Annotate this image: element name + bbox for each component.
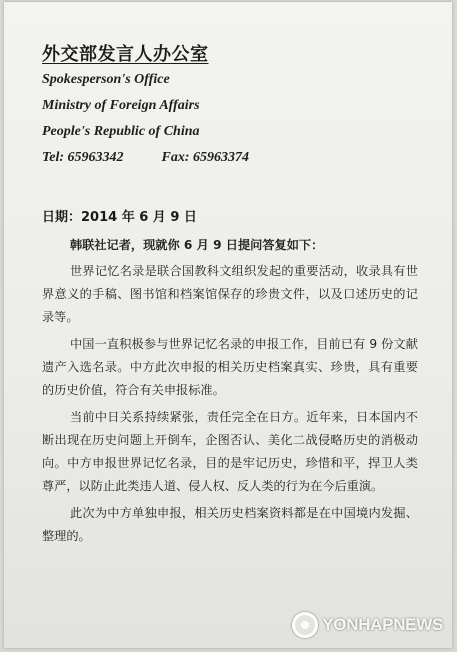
- ministry-name-en: Ministry of Foreign Affairs: [42, 98, 200, 113]
- document-page: [4, 2, 452, 648]
- paragraph-4: 此次为中方单独申报，相关历史档案资料都是在中国境内发掘、整理的。: [42, 506, 418, 543]
- office-title-cn: 外交部发言人办公室: [42, 44, 209, 65]
- office-title-en: Spokesperson's Office: [42, 72, 170, 87]
- country-name-en: People's Republic of China: [42, 124, 200, 139]
- document-date: 日期：2014 年 6 月 9 日: [42, 210, 197, 225]
- paragraph-2: 中国一直积极参与世界记忆名录的申报工作，目前已有 9 份文献遗产入选名录。中方此次申报的相关历史档案真实、珍贵，具有重要的历史价值，符合有关申报标准。: [42, 337, 418, 397]
- salutation: 韩联社记者，现就你 6 月 9 日提问答复如下：: [70, 238, 324, 252]
- watermark-text: YONHAPNEWS: [322, 615, 443, 634]
- letter-body: [42, 234, 418, 552]
- fax-number: Fax: 65963374: [161, 150, 250, 165]
- yonhap-watermark: [292, 612, 443, 638]
- contact-line: [42, 150, 249, 166]
- tel-number: Tel: 65963342: [42, 150, 124, 165]
- paragraph-3: 当前中日关系持续紧张，责任完全在日方。近年来，日本国内不断出现在历史问题上开倒车，企图否认、美化二战侵略历史的消极动向。中方申报世界记忆名录，目的是牢记历史，珍惜和平，捍卫人类尊严，以防止此类违人道、侵人权、反人类的行为在今后重演。: [42, 410, 418, 493]
- yonhap-logo-icon: [292, 612, 318, 638]
- paragraph-1: 世界记忆名录是联合国教科文组织发起的重要活动，收录具有世界意义的手稿、图书馆和档案馆保存的珍贵文件，以及口述历史的记录等。: [42, 264, 418, 324]
